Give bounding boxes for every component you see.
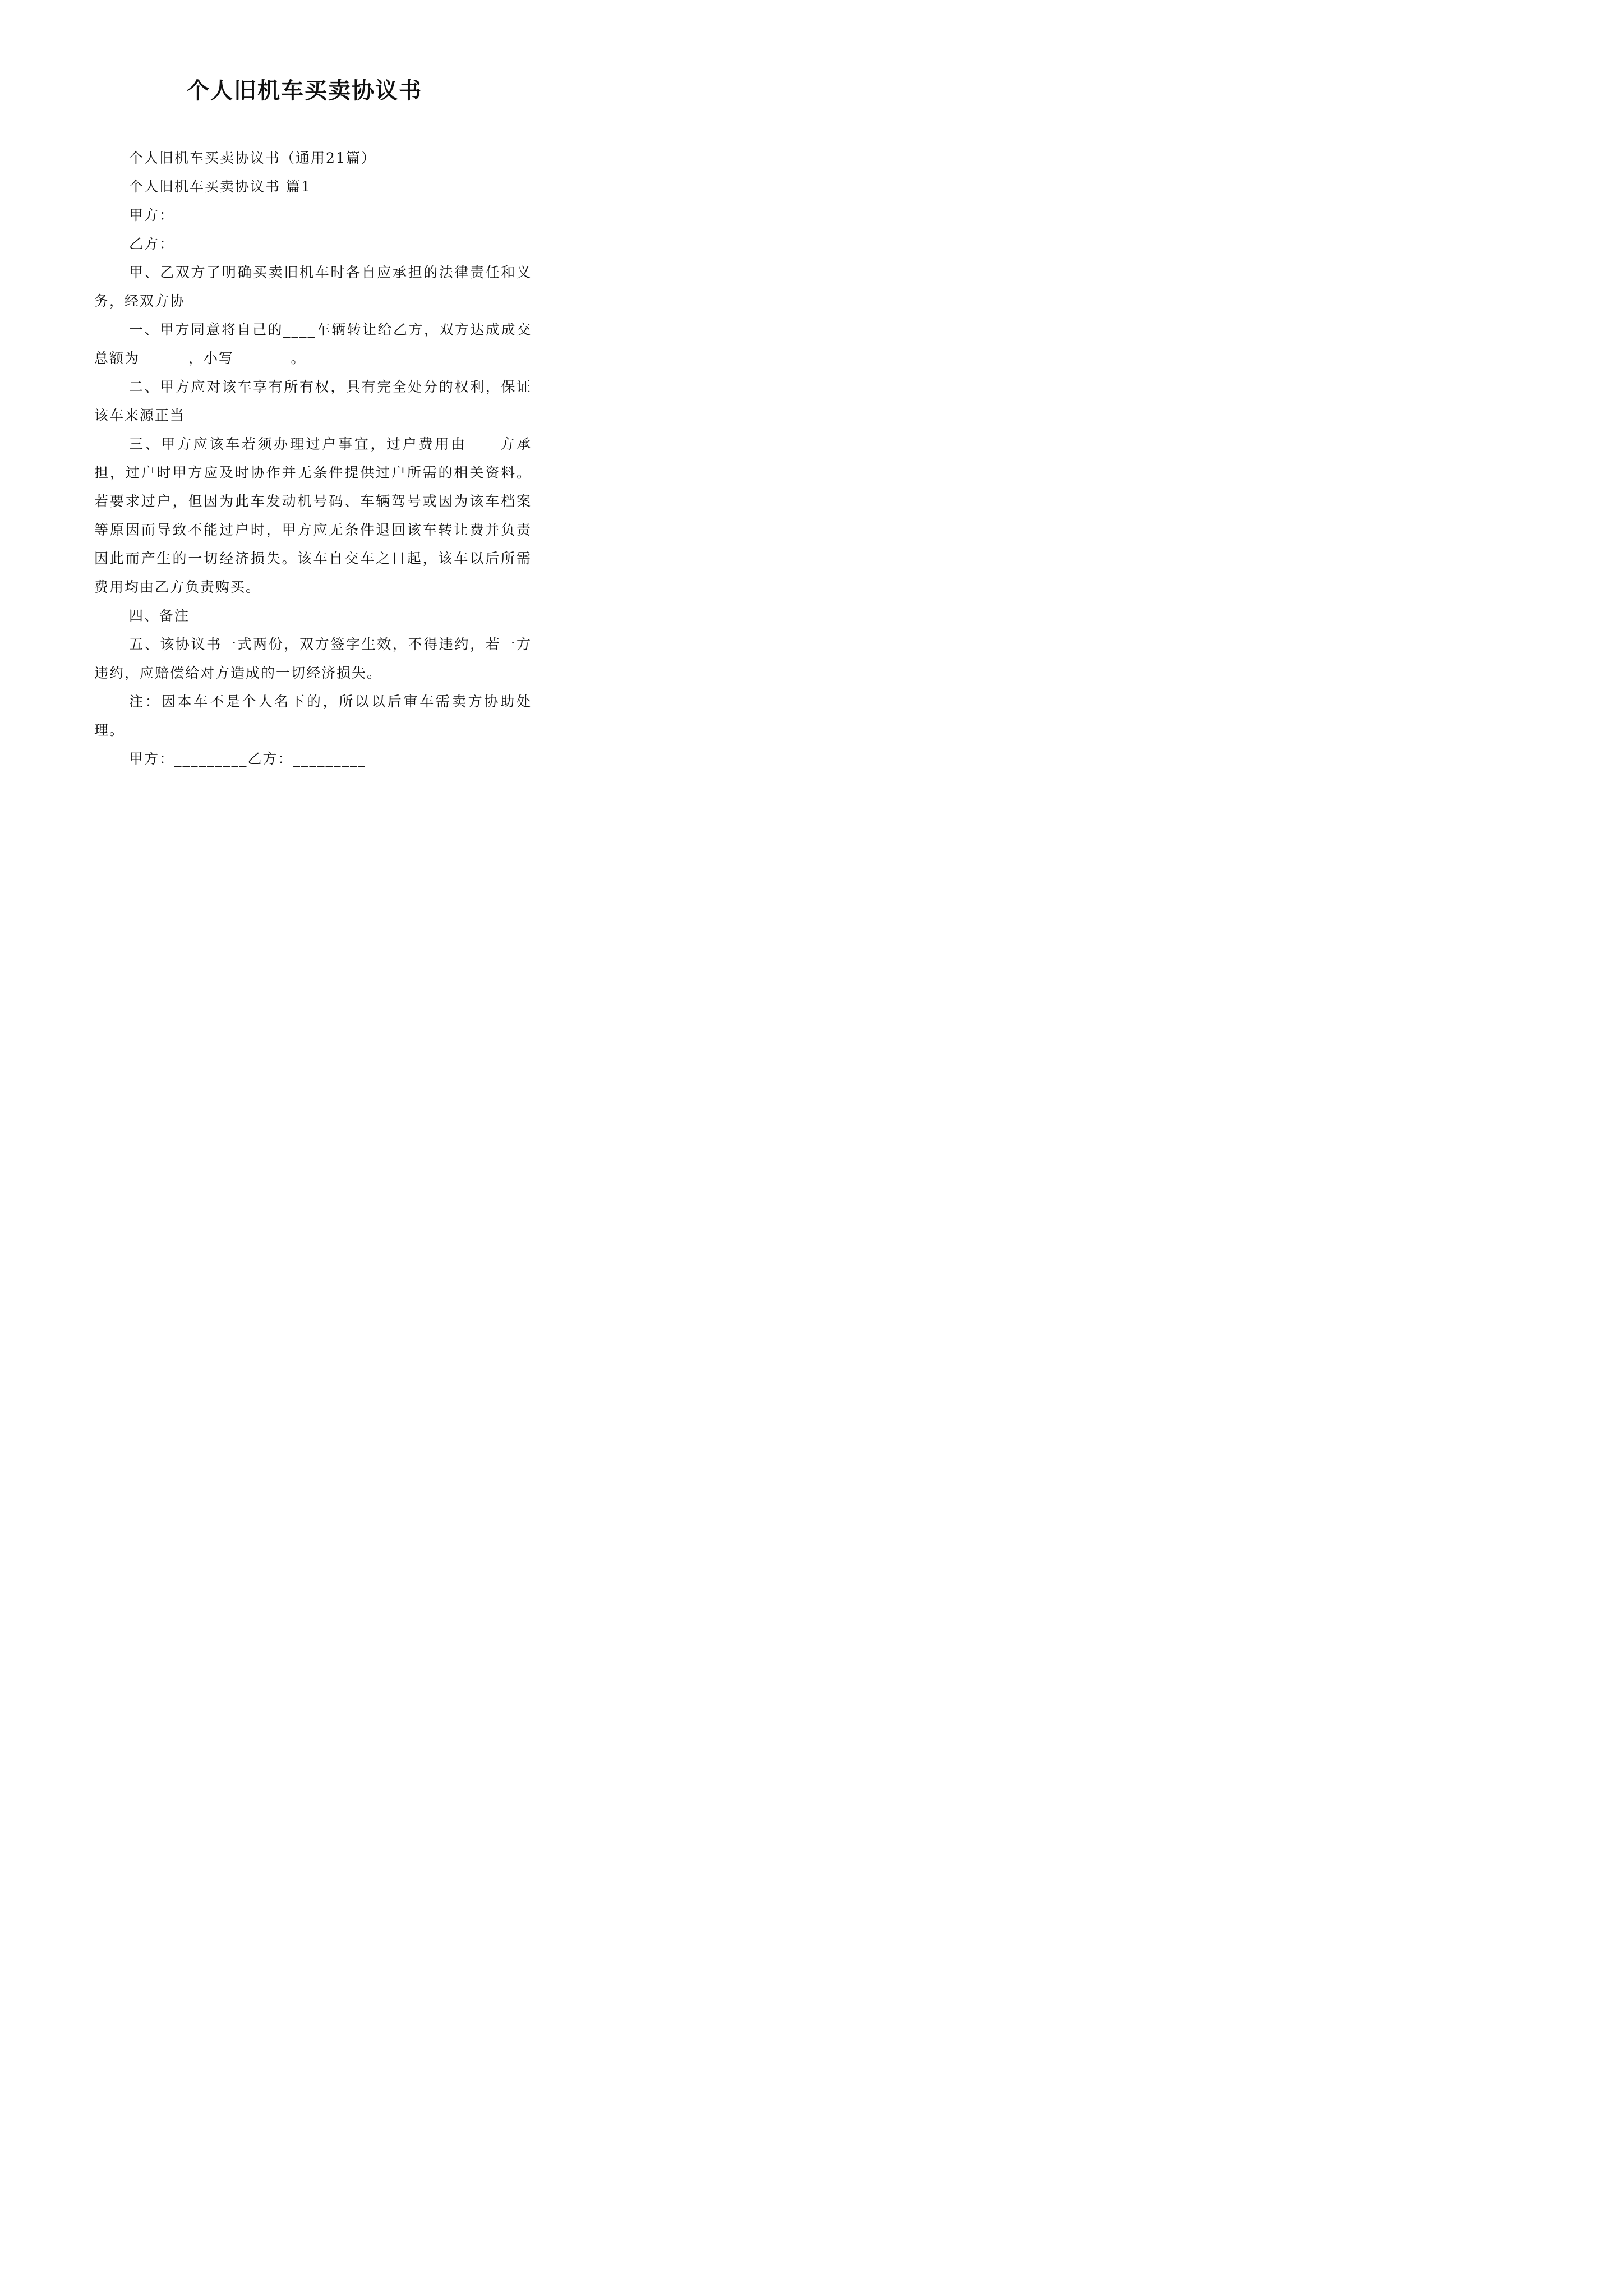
signature-line: 甲方：_________乙方：_________ [129, 751, 367, 767]
party-a-label: 甲方： [129, 207, 175, 223]
document-page [0, 0, 609, 862]
clause-2: 二、甲方应对该车享有所有权，具有完全处分的权利，保证该车来源正当 [94, 379, 532, 424]
clause-1: 一、甲方同意将自己的____车辆转让给乙方，双方达成成交总额为______，小写_______。 [94, 321, 532, 366]
preamble-paragraph: 甲、乙双方了明确买卖旧机车时各自应承担的法律责任和义务，经双方协 [94, 264, 532, 309]
subtitle-collection: 个人旧机车买卖协议书（通用21篇） [129, 150, 376, 166]
document-body [94, 144, 532, 773]
clause-3: 三、甲方应该车若须办理过户事宜，过户费用由____方承担，过户时甲方应及时协作并无条件提供过户所需的相关资料。若要求过户，但因为此车发动机号码、车辆驾号或因为该车档案等原因而导致不能过户时，甲方应无条件退回该车转让费并负责因此而产生的一切经济损失。该车自交车之日起，该车以后所需费用均由乙方负责购买。 [94, 436, 532, 595]
note-paragraph: 注：因本车不是个人名下的，所以以后审车需卖方协助处理。 [94, 693, 532, 738]
subtitle-part-1: 个人旧机车买卖协议书 篇1 [129, 178, 311, 195]
document-title: 个人旧机车买卖协议书 [187, 77, 422, 104]
clause-5: 五、该协议书一式两份，双方签字生效，不得违约，若一方违约，应赔偿给对方造成的一切经济损失。 [94, 636, 532, 681]
party-b-label: 乙方： [129, 236, 175, 252]
clause-4: 四、备注 [129, 608, 190, 624]
